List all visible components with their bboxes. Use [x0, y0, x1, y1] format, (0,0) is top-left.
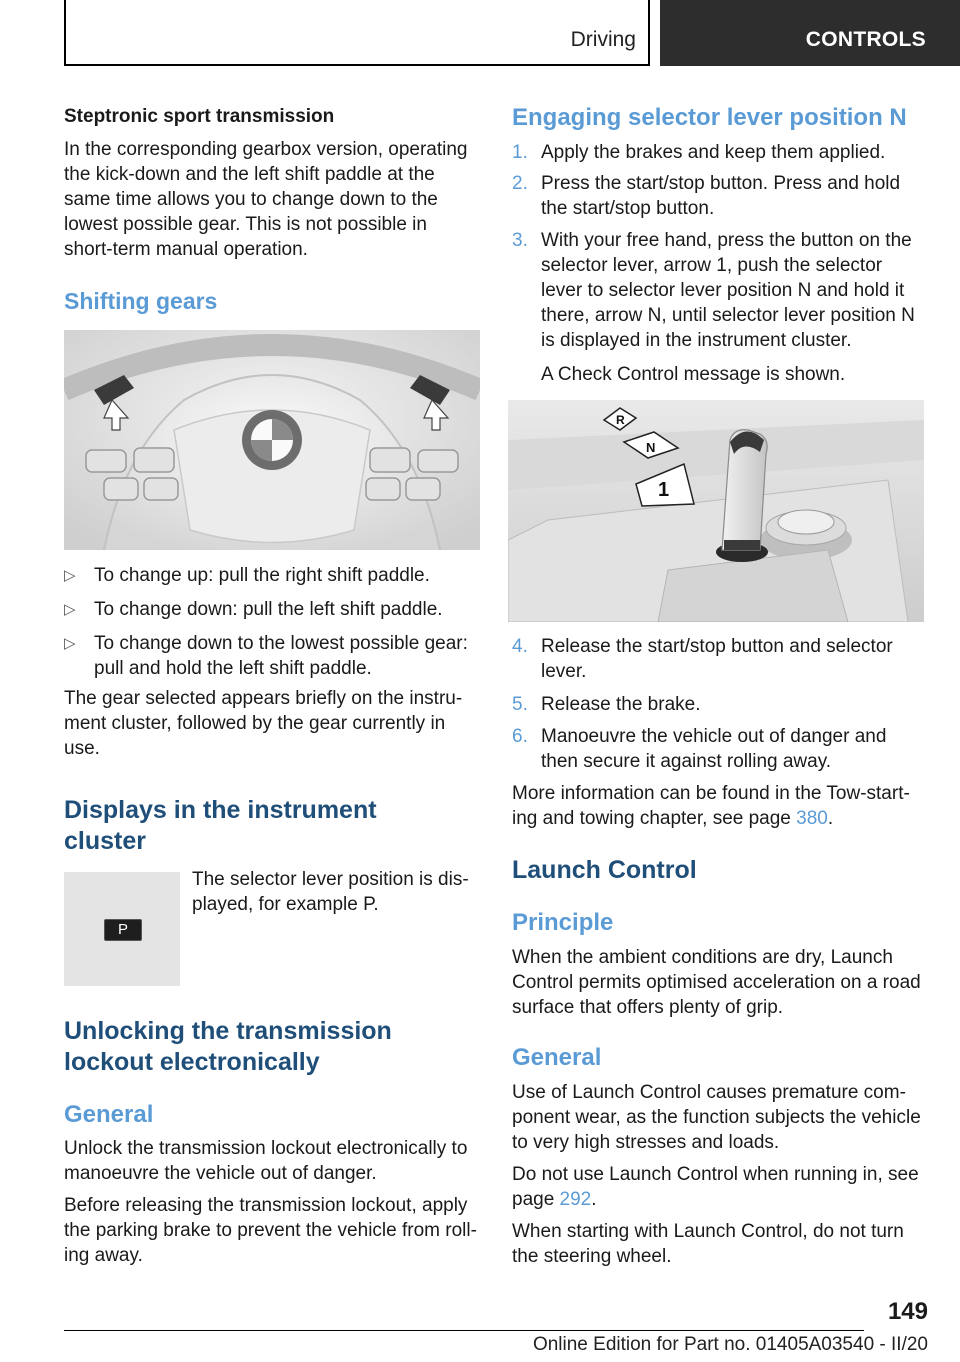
- displays-paragraph: The selector lever position is dis-played, for example P.: [192, 869, 469, 915]
- header-rule-left: [64, 0, 66, 66]
- triangle-bullet-icon: ▷: [64, 567, 76, 584]
- header-chapter-tab: [660, 0, 960, 66]
- displays-heading: Displays in the instrument cluster: [64, 796, 377, 855]
- rotary-controller-icon: [778, 510, 834, 534]
- steptronic-heading: Steptronic sport transmission: [64, 106, 335, 127]
- display-p-icon: P: [104, 919, 142, 941]
- svg-text:R: R: [616, 413, 625, 427]
- display-p-image: [64, 872, 180, 986]
- unlock-paragraph-1: Unlock the transmission lockout electronically to manoeuvre the vehicle out of danger.: [64, 1138, 468, 1184]
- header-rule-bottom: [64, 64, 650, 66]
- gear-display-note: The gear selected appears briefly on the instru-ment cluster, followed by the gear currently in use.: [64, 688, 463, 759]
- page-number: 149: [887, 1298, 928, 1325]
- header-rule-mid: [648, 0, 650, 66]
- steptronic-paragraph: In the corresponding gearbox version, operating the kick-down and the left shift paddle at the same time allows you to change down to the lowest possible gear. This is not possible in short-term manual operation.: [64, 139, 468, 260]
- launch-control-heading: Launch Control: [512, 856, 697, 884]
- svg-text:1: 1: [658, 479, 670, 501]
- launch-general-paragraph: Use of Launch Control causes premature com-ponent wear, as the function subjects the vehicle to very high stresses and loads.: [512, 1082, 921, 1153]
- page-292-link[interactable]: 292: [559, 1189, 592, 1210]
- check-control-note: A Check Control message is shown.: [541, 364, 846, 385]
- principle-paragraph: When the ambient conditions are dry, Launch Control permits optimised acceleration on a road surface that offers plenty of grip.: [512, 947, 921, 1018]
- header-section: Driving: [570, 28, 636, 51]
- page-380-link[interactable]: 380: [796, 808, 828, 829]
- principle-heading: Principle: [512, 909, 614, 936]
- footer-rule: [64, 1330, 864, 1331]
- steering-note-paragraph: When starting with Launch Control, do not turn the steering wheel.: [512, 1221, 904, 1267]
- selector-lever-illustration: [508, 400, 924, 622]
- triangle-bullet-icon: ▷: [64, 601, 76, 618]
- steering-wheel-illustration: [64, 330, 480, 550]
- footer-edition: Online Edition for Part no. 01405A03540 - II/20: [532, 1334, 928, 1355]
- header-chapter-label: CONTROLS: [805, 28, 926, 51]
- shifting-gears-heading: Shifting gears: [64, 288, 218, 314]
- triangle-bullet-icon: ▷: [64, 635, 76, 652]
- unlocking-heading: Unlocking the transmission lockout electronically: [64, 1017, 392, 1076]
- unlock-paragraph-2: Before releasing the transmission lockout, apply the parking brake to prevent the vehicle from roll-ing away.: [64, 1195, 477, 1266]
- svg-text:N: N: [646, 440, 656, 455]
- launch-general-heading: General: [512, 1044, 602, 1071]
- engaging-n-heading: Engaging selector lever position N: [512, 104, 907, 131]
- running-in-paragraph: Do not use Launch Control when running in, see page 292.: [512, 1164, 919, 1210]
- bmw-logo-icon: [242, 410, 302, 470]
- more-info-paragraph: More information can be found in the Tow-start-ing and towing chapter, see page 380.: [512, 783, 910, 829]
- unlock-general-heading: General: [64, 1101, 154, 1128]
